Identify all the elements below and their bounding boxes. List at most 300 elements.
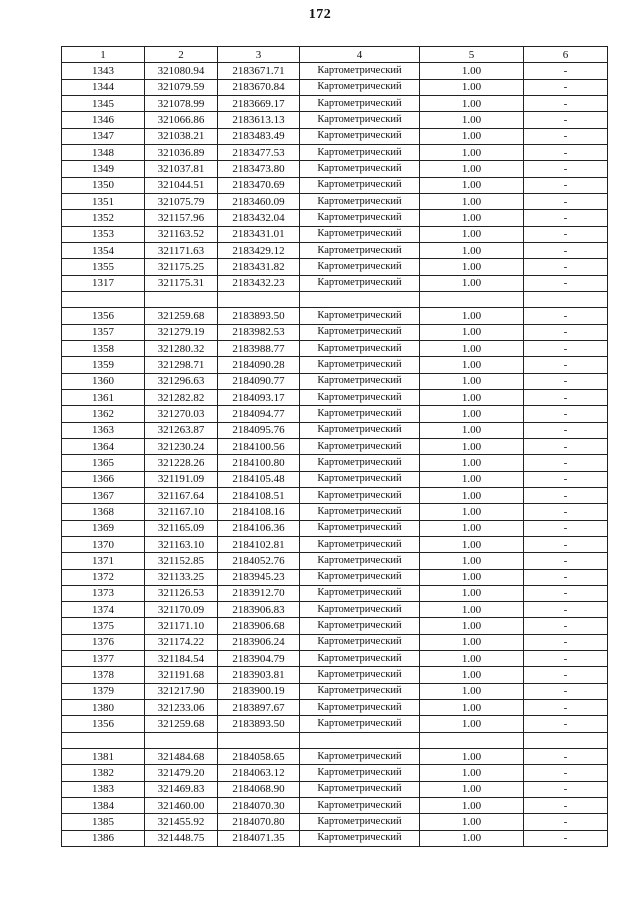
table-row: [62, 422, 608, 438]
note-cell: -: [524, 749, 608, 765]
table-row: [62, 455, 608, 471]
point-number-cell: 1343: [62, 63, 145, 79]
point-number-cell: 1374: [62, 602, 145, 618]
column-header: 4: [300, 47, 420, 63]
method-cell: Картометрический: [300, 63, 420, 79]
method-cell: Картометрический: [300, 602, 420, 618]
note-cell: -: [524, 128, 608, 144]
method-cell: Картометрический: [300, 471, 420, 487]
precision-cell: 1.00: [420, 210, 524, 226]
x-coordinate-cell: [145, 732, 218, 748]
table-row: [62, 830, 608, 846]
x-coordinate-cell: 321448.75: [145, 830, 218, 846]
y-coordinate-cell: 2184058.65: [218, 749, 300, 765]
method-cell: Картометрический: [300, 634, 420, 650]
method-cell: Картометрический: [300, 749, 420, 765]
point-number-cell: 1361: [62, 389, 145, 405]
precision-cell: 1.00: [420, 471, 524, 487]
x-coordinate-cell: 321279.19: [145, 324, 218, 340]
table-row: [62, 569, 608, 585]
y-coordinate-cell: 2184094.77: [218, 406, 300, 422]
method-cell: Картометрический: [300, 308, 420, 324]
point-number-cell: 1378: [62, 667, 145, 683]
point-number-cell: 1370: [62, 536, 145, 552]
y-coordinate-cell: 2183460.09: [218, 193, 300, 209]
method-cell: Картометрический: [300, 781, 420, 797]
note-cell: -: [524, 585, 608, 601]
y-coordinate-cell: 2183903.81: [218, 667, 300, 683]
note-cell: -: [524, 667, 608, 683]
method-cell: Картометрический: [300, 275, 420, 291]
x-coordinate-cell: 321217.90: [145, 683, 218, 699]
point-number-cell: 1347: [62, 128, 145, 144]
precision-cell: 1.00: [420, 716, 524, 732]
point-number-cell: 1346: [62, 112, 145, 128]
point-number-cell: 1360: [62, 373, 145, 389]
note-cell: -: [524, 373, 608, 389]
note-cell: -: [524, 340, 608, 356]
y-coordinate-cell: 2184100.80: [218, 455, 300, 471]
table-row: [62, 716, 608, 732]
precision-cell: 1.00: [420, 536, 524, 552]
precision-cell: 1.00: [420, 340, 524, 356]
x-coordinate-cell: 321175.31: [145, 275, 218, 291]
note-cell: [524, 291, 608, 307]
x-coordinate-cell: 321469.83: [145, 781, 218, 797]
point-number-cell: 1357: [62, 324, 145, 340]
method-cell: Картометрический: [300, 373, 420, 389]
precision-cell: 1.00: [420, 63, 524, 79]
table-row: [62, 798, 608, 814]
precision-cell: 1.00: [420, 651, 524, 667]
method-cell: Картометрический: [300, 716, 420, 732]
method-cell: [300, 732, 420, 748]
x-coordinate-cell: 321078.99: [145, 95, 218, 111]
table-row: [62, 749, 608, 765]
x-coordinate-cell: 321037.81: [145, 161, 218, 177]
method-cell: Картометрический: [300, 226, 420, 242]
y-coordinate-cell: 2184093.17: [218, 389, 300, 405]
method-cell: Картометрический: [300, 389, 420, 405]
precision-cell: 1.00: [420, 667, 524, 683]
point-number-cell: 1377: [62, 651, 145, 667]
note-cell: -: [524, 765, 608, 781]
table-row: [62, 324, 608, 340]
precision-cell: 1.00: [420, 275, 524, 291]
y-coordinate-cell: 2184068.90: [218, 781, 300, 797]
note-cell: -: [524, 144, 608, 160]
point-number-cell: 1363: [62, 422, 145, 438]
y-coordinate-cell: 2183432.23: [218, 275, 300, 291]
point-number-cell: 1317: [62, 275, 145, 291]
x-coordinate-cell: 321298.71: [145, 357, 218, 373]
table-row: [62, 128, 608, 144]
table-body: [62, 63, 608, 847]
precision-cell: 1.00: [420, 259, 524, 275]
page-number: 172: [308, 7, 332, 22]
point-number-cell: 1365: [62, 455, 145, 471]
y-coordinate-cell: [218, 732, 300, 748]
note-cell: -: [524, 830, 608, 846]
y-coordinate-cell: 2183904.79: [218, 651, 300, 667]
table-row: [62, 340, 608, 356]
y-coordinate-cell: 2183431.82: [218, 259, 300, 275]
precision-cell: 1.00: [420, 700, 524, 716]
point-number-cell: [62, 732, 145, 748]
method-cell: Картометрический: [300, 144, 420, 160]
method-cell: Картометрический: [300, 487, 420, 503]
table-row: [62, 471, 608, 487]
point-number-cell: 1353: [62, 226, 145, 242]
note-cell: -: [524, 716, 608, 732]
precision-cell: 1.00: [420, 798, 524, 814]
point-number-cell: 1386: [62, 830, 145, 846]
note-cell: -: [524, 242, 608, 258]
x-coordinate-cell: 321152.85: [145, 553, 218, 569]
column-header: 1: [62, 47, 145, 63]
method-cell: Картометрический: [300, 651, 420, 667]
method-cell: Картометрический: [300, 553, 420, 569]
y-coordinate-cell: 2183431.01: [218, 226, 300, 242]
x-coordinate-cell: 321230.24: [145, 438, 218, 454]
point-number-cell: 1351: [62, 193, 145, 209]
x-coordinate-cell: 321263.87: [145, 422, 218, 438]
method-cell: Картометрический: [300, 618, 420, 634]
table-row: [62, 308, 608, 324]
point-number-cell: 1383: [62, 781, 145, 797]
y-coordinate-cell: 2183945.23: [218, 569, 300, 585]
x-coordinate-cell: 321157.96: [145, 210, 218, 226]
precision-cell: 1.00: [420, 830, 524, 846]
method-cell: Картометрический: [300, 242, 420, 258]
note-cell: -: [524, 389, 608, 405]
table-row: [62, 79, 608, 95]
x-coordinate-cell: 321479.20: [145, 765, 218, 781]
x-coordinate-cell: 321282.82: [145, 389, 218, 405]
point-number-cell: 1345: [62, 95, 145, 111]
note-cell: [524, 732, 608, 748]
y-coordinate-cell: 2184105.48: [218, 471, 300, 487]
table-row: [62, 357, 608, 373]
x-coordinate-cell: 321455.92: [145, 814, 218, 830]
x-coordinate-cell: 321167.64: [145, 487, 218, 503]
y-coordinate-cell: 2183900.19: [218, 683, 300, 699]
y-coordinate-cell: 2183432.04: [218, 210, 300, 226]
table-row: [62, 602, 608, 618]
column-header: 5: [420, 47, 524, 63]
y-coordinate-cell: 2184100.56: [218, 438, 300, 454]
table-row: [62, 438, 608, 454]
precision-cell: 1.00: [420, 749, 524, 765]
note-cell: -: [524, 520, 608, 536]
y-coordinate-cell: 2184070.80: [218, 814, 300, 830]
precision-cell: 1.00: [420, 634, 524, 650]
table-row: [62, 765, 608, 781]
note-cell: -: [524, 487, 608, 503]
point-number-cell: 1376: [62, 634, 145, 650]
method-cell: Картометрический: [300, 814, 420, 830]
note-cell: -: [524, 357, 608, 373]
y-coordinate-cell: 2183906.68: [218, 618, 300, 634]
x-coordinate-cell: 321270.03: [145, 406, 218, 422]
table-row: [62, 144, 608, 160]
x-coordinate-cell: 321228.26: [145, 455, 218, 471]
point-number-cell: 1352: [62, 210, 145, 226]
x-coordinate-cell: 321167.10: [145, 504, 218, 520]
precision-cell: 1.00: [420, 520, 524, 536]
note-cell: -: [524, 569, 608, 585]
table-row: [62, 63, 608, 79]
note-cell: -: [524, 193, 608, 209]
table-row: [62, 291, 608, 307]
x-coordinate-cell: 321079.59: [145, 79, 218, 95]
column-header: 3: [218, 47, 300, 63]
note-cell: -: [524, 112, 608, 128]
y-coordinate-cell: 2183477.53: [218, 144, 300, 160]
precision-cell: 1.00: [420, 602, 524, 618]
table-row: [62, 683, 608, 699]
x-coordinate-cell: 321484.68: [145, 749, 218, 765]
note-cell: -: [524, 504, 608, 520]
y-coordinate-cell: 2183906.83: [218, 602, 300, 618]
note-cell: -: [524, 651, 608, 667]
y-coordinate-cell: 2184108.16: [218, 504, 300, 520]
point-number-cell: 1368: [62, 504, 145, 520]
table-row: [62, 177, 608, 193]
table-row: [62, 275, 608, 291]
x-coordinate-cell: 321259.68: [145, 716, 218, 732]
method-cell: Картометрический: [300, 798, 420, 814]
method-cell: Картометрический: [300, 667, 420, 683]
precision-cell: 1.00: [420, 781, 524, 797]
table-row: [62, 373, 608, 389]
table-row: [62, 242, 608, 258]
precision-cell: 1.00: [420, 112, 524, 128]
point-number-cell: 1384: [62, 798, 145, 814]
precision-cell: 1.00: [420, 438, 524, 454]
precision-cell: 1.00: [420, 242, 524, 258]
note-cell: -: [524, 422, 608, 438]
table-row: [62, 193, 608, 209]
point-number-cell: 1385: [62, 814, 145, 830]
note-cell: -: [524, 210, 608, 226]
method-cell: Картометрический: [300, 161, 420, 177]
x-coordinate-cell: 321080.94: [145, 63, 218, 79]
table-row: [62, 389, 608, 405]
precision-cell: 1.00: [420, 553, 524, 569]
table-row: [62, 112, 608, 128]
y-coordinate-cell: 2184102.81: [218, 536, 300, 552]
note-cell: -: [524, 79, 608, 95]
precision-cell: 1.00: [420, 389, 524, 405]
x-coordinate-cell: [145, 291, 218, 307]
table-row: [62, 226, 608, 242]
y-coordinate-cell: 2183893.50: [218, 308, 300, 324]
method-cell: Картометрический: [300, 259, 420, 275]
x-coordinate-cell: 321280.32: [145, 340, 218, 356]
precision-cell: 1.00: [420, 683, 524, 699]
point-number-cell: 1362: [62, 406, 145, 422]
point-number-cell: 1348: [62, 144, 145, 160]
note-cell: -: [524, 161, 608, 177]
precision-cell: 1.00: [420, 814, 524, 830]
note-cell: -: [524, 438, 608, 454]
x-coordinate-cell: 321170.09: [145, 602, 218, 618]
x-coordinate-cell: 321174.22: [145, 634, 218, 650]
precision-cell: 1.00: [420, 373, 524, 389]
point-number-cell: 1356: [62, 308, 145, 324]
method-cell: Картометрический: [300, 830, 420, 846]
table-row: [62, 487, 608, 503]
precision-cell: 1.00: [420, 177, 524, 193]
table-row: [62, 700, 608, 716]
precision-cell: 1.00: [420, 504, 524, 520]
x-coordinate-cell: 321163.52: [145, 226, 218, 242]
method-cell: Картометрический: [300, 79, 420, 95]
method-cell: Картометрический: [300, 455, 420, 471]
note-cell: -: [524, 553, 608, 569]
point-number-cell: 1373: [62, 585, 145, 601]
y-coordinate-cell: [218, 291, 300, 307]
precision-cell: 1.00: [420, 128, 524, 144]
method-cell: Картометрический: [300, 95, 420, 111]
note-cell: -: [524, 259, 608, 275]
y-coordinate-cell: 2183429.12: [218, 242, 300, 258]
method-cell: Картометрический: [300, 585, 420, 601]
table-row: [62, 634, 608, 650]
y-coordinate-cell: 2184070.30: [218, 798, 300, 814]
precision-cell: 1.00: [420, 226, 524, 242]
note-cell: -: [524, 798, 608, 814]
method-cell: Картометрический: [300, 422, 420, 438]
method-cell: Картометрический: [300, 504, 420, 520]
table-row: [62, 651, 608, 667]
point-number-cell: 1350: [62, 177, 145, 193]
y-coordinate-cell: 2183988.77: [218, 340, 300, 356]
y-coordinate-cell: 2183893.50: [218, 716, 300, 732]
note-cell: -: [524, 634, 608, 650]
method-cell: Картометрический: [300, 128, 420, 144]
note-cell: -: [524, 618, 608, 634]
point-number-cell: 1367: [62, 487, 145, 503]
note-cell: -: [524, 814, 608, 830]
table-row: [62, 553, 608, 569]
coordinates-table: [61, 46, 608, 847]
precision-cell: 1.00: [420, 95, 524, 111]
method-cell: Картометрический: [300, 683, 420, 699]
note-cell: -: [524, 536, 608, 552]
point-number-cell: 1381: [62, 749, 145, 765]
precision-cell: 1.00: [420, 144, 524, 160]
note-cell: -: [524, 602, 608, 618]
table-row: [62, 161, 608, 177]
method-cell: Картометрический: [300, 700, 420, 716]
point-number-cell: 1380: [62, 700, 145, 716]
y-coordinate-cell: 2183473.80: [218, 161, 300, 177]
method-cell: Картометрический: [300, 324, 420, 340]
precision-cell: 1.00: [420, 357, 524, 373]
precision-cell: [420, 732, 524, 748]
method-cell: Картометрический: [300, 112, 420, 128]
table-header-row: [62, 47, 608, 63]
method-cell: Картометрический: [300, 438, 420, 454]
point-number-cell: 1371: [62, 553, 145, 569]
precision-cell: [420, 291, 524, 307]
point-number-cell: 1349: [62, 161, 145, 177]
note-cell: -: [524, 226, 608, 242]
point-number-cell: 1364: [62, 438, 145, 454]
x-coordinate-cell: 321133.25: [145, 569, 218, 585]
y-coordinate-cell: 2183912.70: [218, 585, 300, 601]
y-coordinate-cell: 2184052.76: [218, 553, 300, 569]
x-coordinate-cell: 321036.89: [145, 144, 218, 160]
x-coordinate-cell: 321191.68: [145, 667, 218, 683]
point-number-cell: 1379: [62, 683, 145, 699]
y-coordinate-cell: 2183670.84: [218, 79, 300, 95]
method-cell: [300, 291, 420, 307]
precision-cell: 1.00: [420, 308, 524, 324]
note-cell: -: [524, 308, 608, 324]
y-coordinate-cell: 2184106.36: [218, 520, 300, 536]
point-number-cell: 1358: [62, 340, 145, 356]
point-number-cell: 1366: [62, 471, 145, 487]
x-coordinate-cell: 321044.51: [145, 177, 218, 193]
method-cell: Картометрический: [300, 520, 420, 536]
y-coordinate-cell: 2184090.77: [218, 373, 300, 389]
note-cell: -: [524, 63, 608, 79]
y-coordinate-cell: 2183897.67: [218, 700, 300, 716]
point-number-cell: 1375: [62, 618, 145, 634]
y-coordinate-cell: 2184090.28: [218, 357, 300, 373]
note-cell: -: [524, 471, 608, 487]
point-number-cell: 1372: [62, 569, 145, 585]
x-coordinate-cell: 321191.09: [145, 471, 218, 487]
y-coordinate-cell: 2183613.13: [218, 112, 300, 128]
precision-cell: 1.00: [420, 406, 524, 422]
x-coordinate-cell: 321175.25: [145, 259, 218, 275]
method-cell: Картометрический: [300, 193, 420, 209]
x-coordinate-cell: 321184.54: [145, 651, 218, 667]
point-number-cell: 1354: [62, 242, 145, 258]
point-number-cell: [62, 291, 145, 307]
table-row: [62, 781, 608, 797]
x-coordinate-cell: 321171.63: [145, 242, 218, 258]
precision-cell: 1.00: [420, 585, 524, 601]
note-cell: -: [524, 406, 608, 422]
precision-cell: 1.00: [420, 765, 524, 781]
x-coordinate-cell: 321075.79: [145, 193, 218, 209]
precision-cell: 1.00: [420, 618, 524, 634]
method-cell: Картометрический: [300, 765, 420, 781]
x-coordinate-cell: 321460.00: [145, 798, 218, 814]
precision-cell: 1.00: [420, 193, 524, 209]
point-number-cell: 1369: [62, 520, 145, 536]
method-cell: Картометрический: [300, 406, 420, 422]
x-coordinate-cell: 321171.10: [145, 618, 218, 634]
method-cell: Картометрический: [300, 210, 420, 226]
note-cell: -: [524, 324, 608, 340]
precision-cell: 1.00: [420, 161, 524, 177]
note-cell: -: [524, 455, 608, 471]
note-cell: -: [524, 95, 608, 111]
y-coordinate-cell: 2183982.53: [218, 324, 300, 340]
precision-cell: 1.00: [420, 324, 524, 340]
precision-cell: 1.00: [420, 487, 524, 503]
y-coordinate-cell: 2184063.12: [218, 765, 300, 781]
method-cell: Картометрический: [300, 177, 420, 193]
method-cell: Картометрический: [300, 536, 420, 552]
x-coordinate-cell: 321165.09: [145, 520, 218, 536]
